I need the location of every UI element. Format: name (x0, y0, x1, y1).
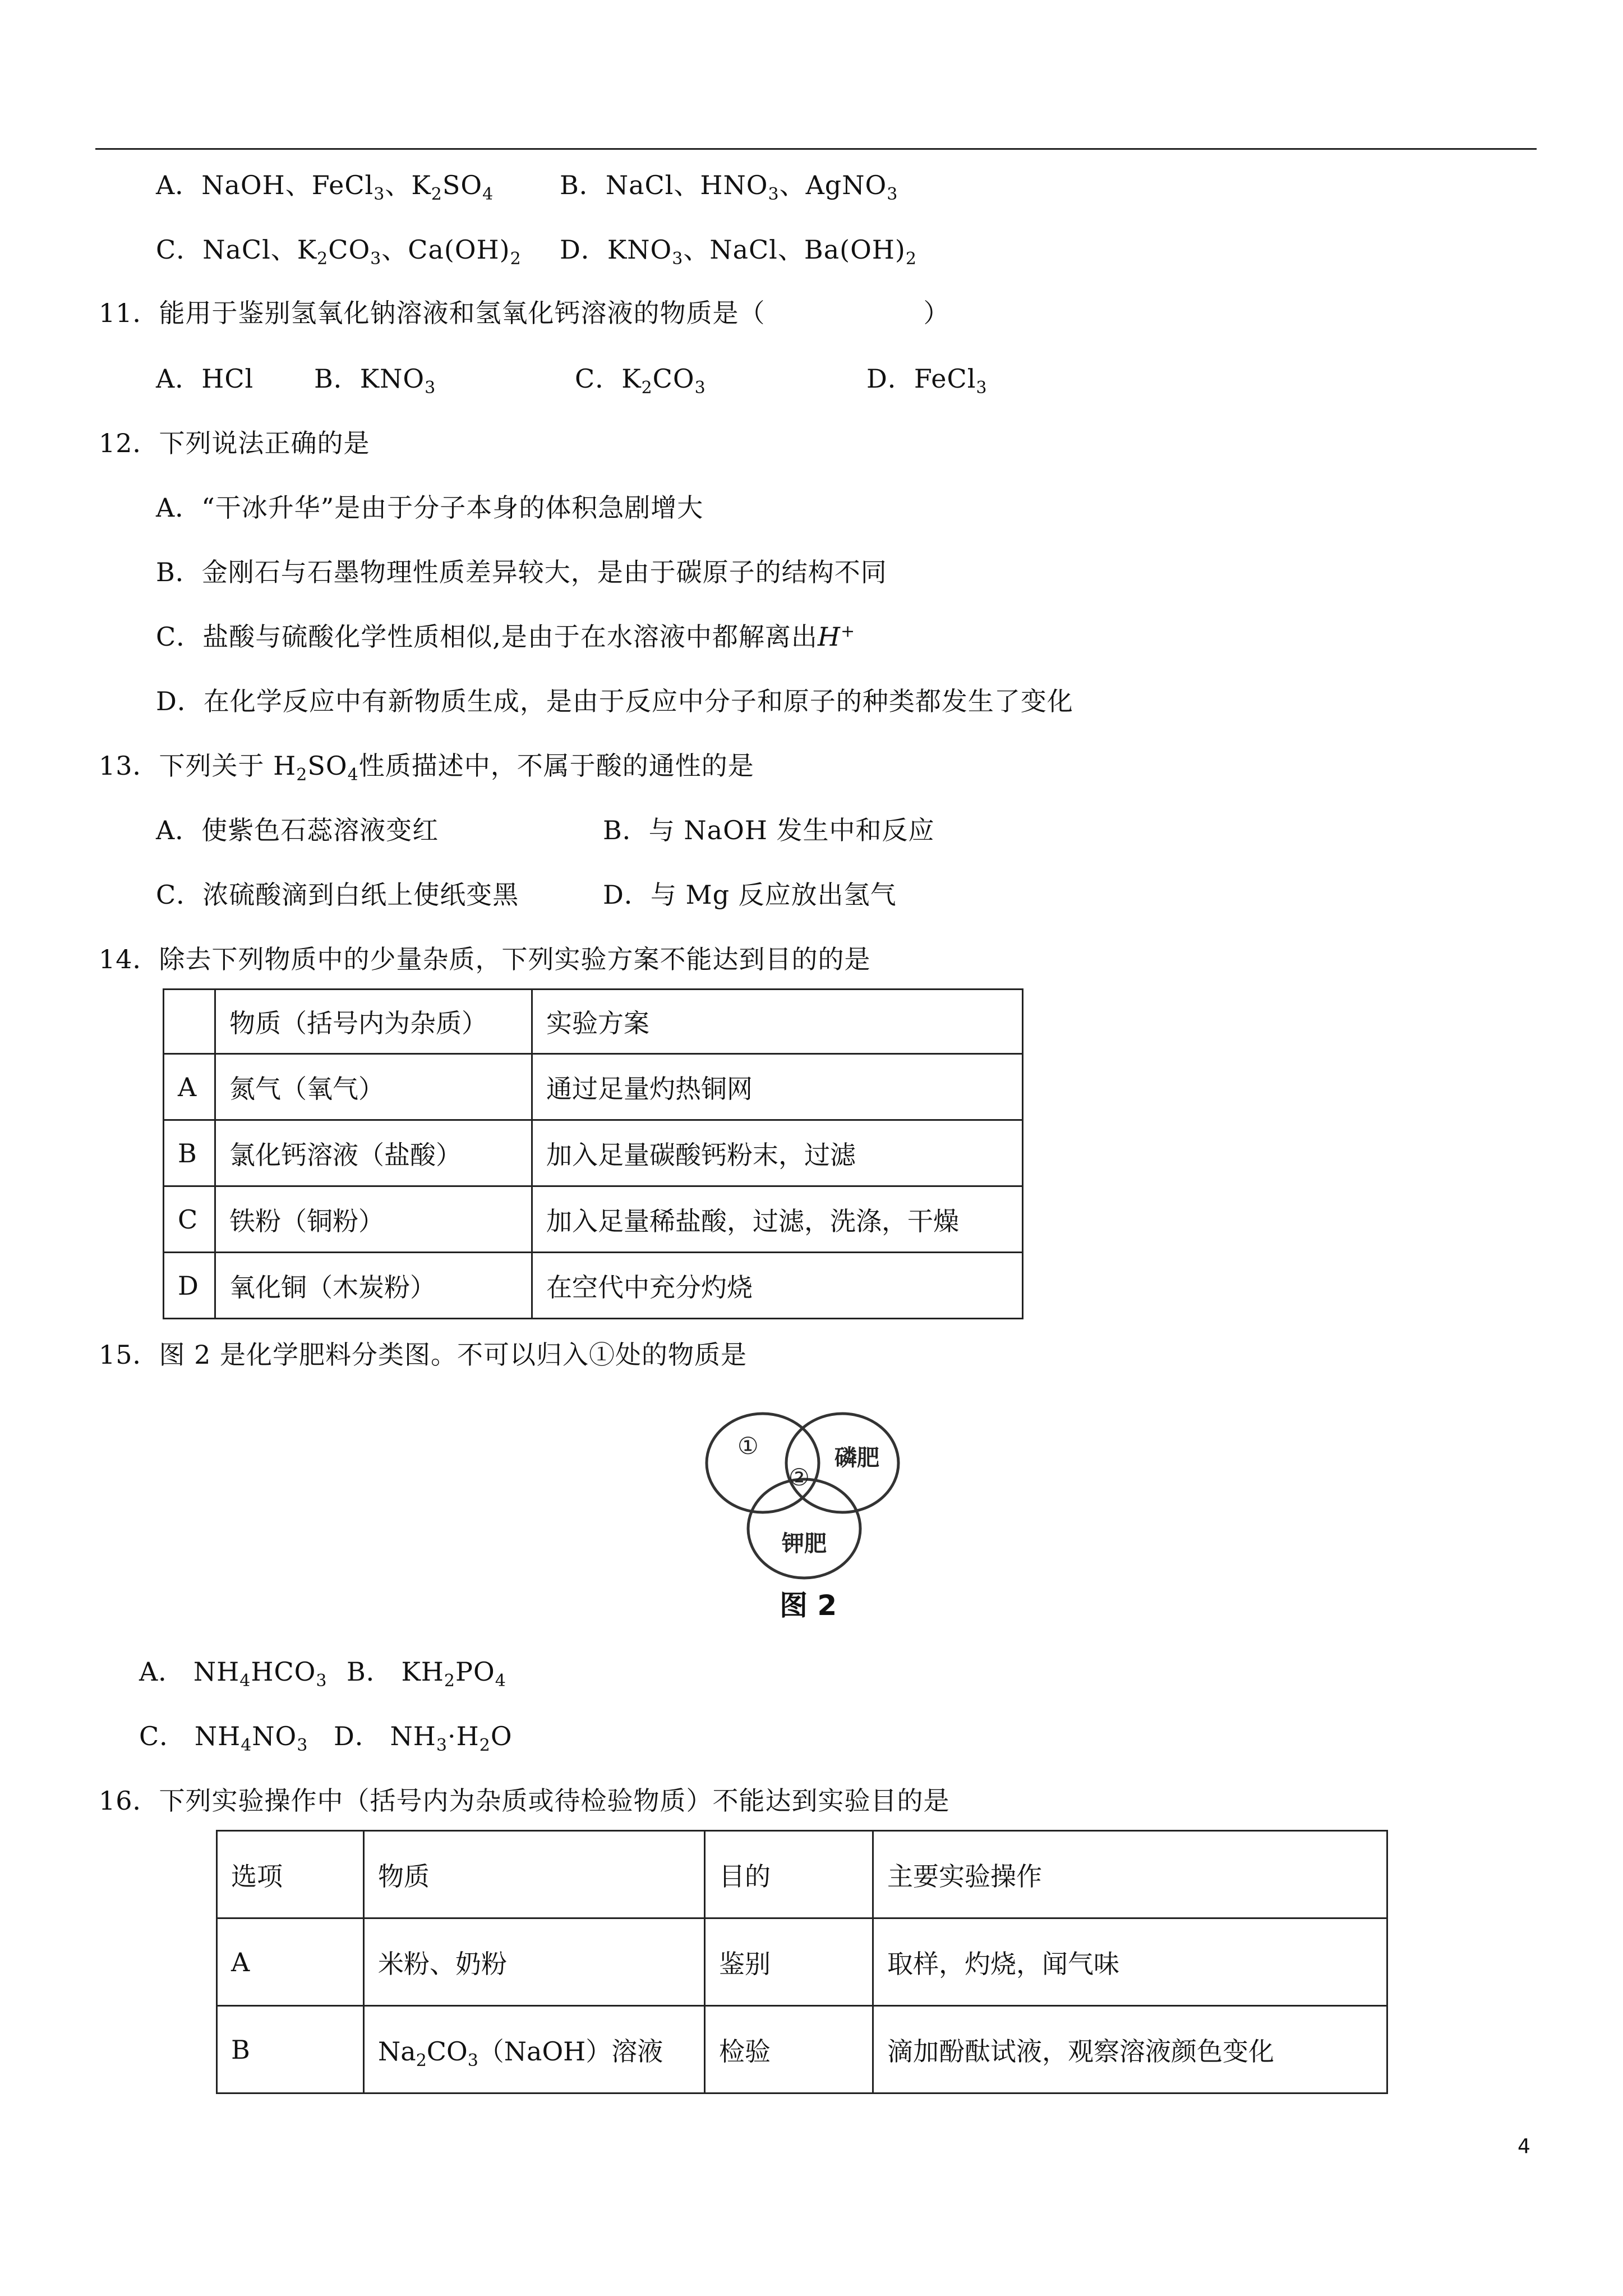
potash-label: 钾肥 (782, 1531, 827, 1557)
table-cell: C (164, 1186, 215, 1253)
q12-stem: 12．下列说法正确的是 (99, 428, 370, 458)
table-cell: D (164, 1253, 215, 1319)
table-cell: 取样，灼烧，闻气味 (873, 1918, 1387, 2006)
table-header-cell: 物质（括号内为杂质） (215, 990, 532, 1054)
table-cell: B (217, 2006, 364, 2093)
table-cell: 在空代中充分灼烧 (532, 1253, 1023, 1319)
q15-option-b: B． $KH_2PO_4$ (347, 1657, 506, 1691)
table-cell: 铁粉（铜粉） (215, 1186, 532, 1253)
q10-option-c: C．NaCl、$K_2CO_3$、$Ca(OH)_2$ (156, 234, 522, 269)
table-row (217, 2006, 1387, 2093)
q13-option-c: C．浓硫酸滴到白纸上使纸变黑 (156, 880, 519, 910)
venn-label-1: ① (737, 1432, 759, 1460)
q11-stem: 11．能用于鉴别氢氧化钠溶液和氢氧化钙溶液的物质是（ ） (99, 298, 950, 328)
table-header-cell: 实验方案 (532, 990, 1023, 1054)
q15-stem: 15．图 2 是化学肥料分类图。不可以归入①处的物质是 (99, 1340, 748, 1370)
q15-option-d: D． $NH_3\cdot H_2O$ (334, 1721, 513, 1755)
table-row (217, 1918, 1387, 2006)
header-rule (95, 148, 1537, 150)
table-cell: A (164, 1054, 215, 1120)
q14-stem: 14．除去下列物质中的少量杂质，下列实验方案不能达到目的的是 (99, 944, 871, 974)
table-row (164, 1253, 1023, 1319)
table-cell: 氯化钙溶液（盐酸） (215, 1120, 532, 1186)
q13-stem: 13．下列关于 $H_2SO_4$性质描述中，不属于酸的通性的是 (99, 751, 754, 785)
table-cell: 鉴别 (705, 1918, 873, 2006)
table-cell: 加入足量稀盐酸，过滤，洗涤，干燥 (532, 1186, 1023, 1253)
table-header-row (164, 990, 1023, 1054)
q10-option-a: A．NaOH、FeCl$_3$、$K_2SO_4$ (156, 170, 494, 204)
q13-option-a: A．使紫色石蕊溶液变红 (156, 815, 439, 845)
table-header-cell: 物质 (364, 1831, 705, 1918)
table-cell: 检验 (705, 2006, 873, 2093)
table-header-cell: 选项 (217, 1831, 364, 1918)
table-cell: 氮气（氧气） (215, 1054, 532, 1120)
hydrogen-ion: H (817, 622, 841, 652)
q15-option-a: A． $NH_4HCO_3$ (139, 1657, 328, 1691)
table-row (164, 1120, 1023, 1186)
q11-option-c: C．$K_2CO_3$ (575, 364, 706, 398)
table-header-row (217, 1831, 1387, 1918)
q12-option-a: A．“干冰升华”是由于分子本身的体积急剧增大 (156, 493, 704, 523)
q12-option-c: C．盐酸与硫酸化学性质相似,是由于在水溶液中都解离出H+ (156, 622, 856, 652)
table-cell: B (164, 1120, 215, 1186)
table-header-cell: 目的 (705, 1831, 873, 1918)
q13-option-b: B．与 NaOH 发生中和反应 (603, 815, 935, 845)
potash-fertilizer-circle (748, 1479, 860, 1578)
table-cell: 加入足量碳酸钙粉末，过滤 (532, 1120, 1023, 1186)
q14-table (163, 988, 1023, 1319)
q16-stem: 16．下列实验操作中（括号内为杂质或待检验物质）不能达到实验目的是 (99, 1786, 950, 1816)
phosphate-label: 磷肥 (834, 1445, 879, 1471)
q10-option-b: B．NaCl、$HNO_3$、AgNO$_3$ (560, 170, 898, 204)
q11-option-d: D．FeCl$_3$ (866, 364, 988, 398)
figure-caption: 图 2 (780, 1589, 837, 1622)
table-row (164, 1054, 1023, 1120)
table-header-cell: 主要实验操作 (873, 1831, 1387, 1918)
table-row (164, 1186, 1023, 1253)
venn-label-2: ② (789, 1464, 810, 1491)
table-cell: $Na_2CO_3(NaOH)$溶液 (364, 2006, 705, 2093)
page-number: 4 (1518, 2135, 1530, 2158)
table-cell: 氧化铜（木炭粉） (215, 1253, 532, 1319)
table-cell: 通过足量灼热铜网 (532, 1054, 1023, 1120)
q10-option-d: D．$KNO_3$、NaCl、$Ba(OH)_2$ (560, 234, 917, 269)
q12-option-b: B．金刚石与石墨物理性质差异较大，是由于碳原子的结构不同 (156, 557, 887, 587)
table-cell: 米粉、奶粉 (364, 1918, 705, 2006)
q11-option-a: A．HCl (156, 364, 254, 394)
table-cell: 滴加酚酞试液，观察溶液颜色变化 (873, 2006, 1387, 2093)
q16-table (216, 1830, 1388, 2094)
table-cell: A (217, 1918, 364, 2006)
table-header-cell (164, 990, 215, 1054)
q13-option-d: D．与 Mg 反应放出氢气 (603, 880, 897, 910)
q11-option-b: B．$KNO_3$ (314, 364, 436, 398)
q15-option-c: C． $NH_4NO_3$ (139, 1721, 308, 1755)
q12-option-d: D．在化学反应中有新物质生成，是由于反应中分子和原子的种类都发生了变化 (156, 686, 1073, 716)
